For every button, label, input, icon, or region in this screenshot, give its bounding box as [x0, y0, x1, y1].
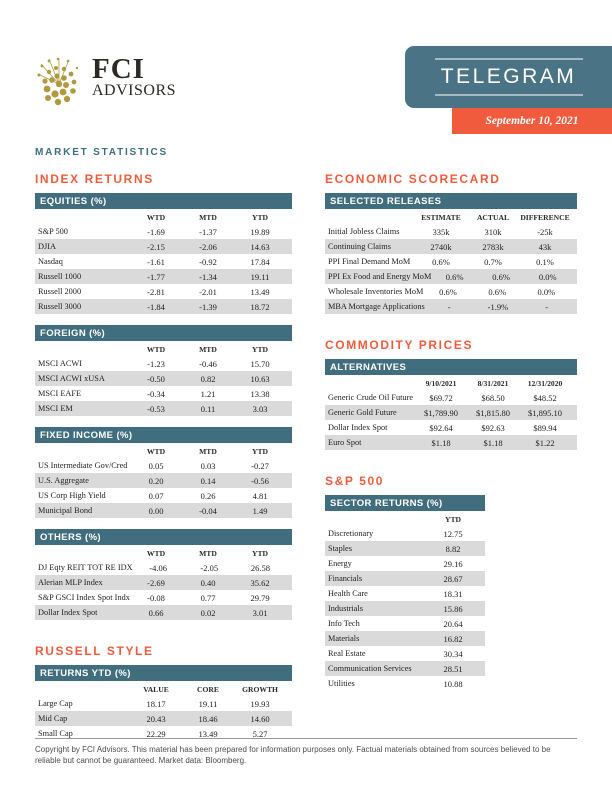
row-label: Euro Spot: [328, 437, 362, 447]
row-label: Health Care: [328, 588, 368, 598]
table-row: [35, 473, 292, 488]
table-row: [35, 488, 292, 503]
cell-value: 0.14: [200, 475, 216, 486]
cell-value: $1.18: [483, 437, 503, 448]
table-body: [35, 560, 292, 620]
table-row: [35, 224, 292, 239]
row-label: PPI Ex Food and Energy MoM: [328, 271, 432, 281]
cell-value: 16.82: [443, 633, 463, 644]
section-title-index-returns: INDEX RETURNS: [35, 172, 154, 186]
row-label: Wholesale Inventories MoM: [328, 286, 424, 296]
cell-value: 0.20: [148, 475, 164, 486]
column-header: ESTIMATE: [421, 213, 461, 222]
row-label: PPI Final Demand MoM: [328, 256, 411, 266]
row-label: Initial Jobless Claims: [328, 226, 400, 236]
cell-value: 0.0%: [538, 271, 557, 282]
column-header: GROWTH: [242, 685, 278, 694]
column-header-spacer: [38, 447, 130, 456]
table-row: [35, 458, 292, 473]
column-headers: [35, 681, 292, 696]
cell-value: -1.61: [147, 256, 165, 267]
table-header-bar: [35, 325, 292, 341]
cell-value: 30.34: [443, 648, 463, 659]
cell-value: 0.26: [200, 490, 216, 501]
column-header: MTD: [199, 549, 217, 558]
cell-value: $68.50: [481, 392, 505, 403]
cell-value: 15.70: [250, 358, 270, 369]
row-label: Generic Gold Future: [328, 407, 397, 417]
column-headers: [35, 443, 292, 458]
row-label: DJIA: [38, 241, 56, 251]
page-title: MARKET STATISTICS: [35, 147, 169, 158]
cell-value: -0.46: [199, 358, 217, 369]
cell-value: -0.34: [147, 388, 165, 399]
cell-value: -2.69: [147, 577, 165, 588]
cell-value: 310k: [484, 226, 502, 237]
cell-value: $89.94: [533, 422, 557, 433]
cell-value: -2.15: [147, 241, 165, 252]
cell-value: 13.49: [198, 728, 218, 739]
cell-value: 29.79: [250, 592, 270, 603]
cell-value: $1,895.10: [528, 407, 562, 418]
column-header-spacer: [38, 549, 130, 558]
table-header-bar: [35, 427, 292, 443]
cell-value: 12.75: [443, 528, 463, 539]
table-row: [325, 616, 485, 631]
row-label: Materials: [328, 633, 360, 643]
cell-value: 20.43: [146, 713, 166, 724]
cell-value: 0.77: [200, 592, 216, 603]
left-column: [35, 172, 292, 752]
cell-value: -: [545, 301, 549, 312]
table-row: [325, 631, 485, 646]
row-label: Russell 1000: [38, 271, 82, 281]
column-header: YTD: [251, 447, 269, 456]
column-headers: [35, 341, 292, 356]
row-label: Nasdaq: [38, 256, 63, 266]
column-headers: [35, 545, 292, 560]
table-row: [325, 390, 577, 405]
cell-value: -1.84: [147, 301, 165, 312]
cell-value: 0.40: [200, 577, 216, 588]
table-header-label: FOREIGN (%): [40, 328, 106, 339]
table-header-bar: [325, 359, 577, 375]
cell-value: 2740k: [430, 241, 452, 252]
cell-value: -2.81: [147, 286, 165, 297]
table-row: [35, 386, 292, 401]
cell-value: 19.11: [250, 271, 270, 282]
cell-value: 4.81: [252, 490, 268, 501]
table-row: [35, 575, 292, 590]
table-row: [35, 605, 292, 620]
table-row: [325, 586, 485, 601]
row-label: Utilities: [328, 678, 355, 688]
row-label: Communication Services: [328, 663, 412, 673]
cell-value: -0.53: [147, 403, 165, 414]
cell-value: 10.88: [443, 678, 463, 689]
alternatives-table: [325, 359, 577, 450]
cell-value: 28.51: [443, 663, 463, 674]
table-row: [325, 254, 577, 269]
cell-value: -1.9%: [487, 301, 509, 312]
table-header-bar: [35, 193, 292, 209]
section-title-russell-style: RUSSELL STYLE: [35, 644, 154, 658]
cell-value: 19.93: [250, 698, 270, 709]
report-date: September 10, 2021: [485, 114, 579, 127]
cell-value: -1.69: [147, 226, 165, 237]
russell-returns-table: [35, 665, 292, 741]
cell-value: -2.01: [199, 286, 217, 297]
column-header-spacer: [328, 515, 427, 524]
brand-name-bottom: ADVISORS: [92, 82, 177, 99]
cell-value: -2.05: [200, 562, 219, 573]
cell-value: 1.49: [252, 505, 268, 516]
cell-value: 335k: [432, 226, 450, 237]
cell-value: 19.89: [250, 226, 270, 237]
cell-value: 20.64: [443, 618, 463, 629]
cell-value: 5.27: [252, 728, 268, 739]
table-row: [325, 284, 577, 299]
table-row: [325, 224, 577, 239]
table-row: [35, 590, 292, 605]
table-row: [325, 420, 577, 435]
cell-value: -4.06: [149, 562, 167, 573]
telegram-badge: [405, 46, 612, 108]
section-title-sp500: S&P 500: [325, 474, 385, 488]
row-label: Dollar Index Spot: [38, 607, 98, 617]
row-label: Industrials: [328, 603, 364, 613]
table-row: [325, 646, 485, 661]
row-label: Continuing Claims: [328, 241, 391, 251]
cell-value: 0.6%: [432, 256, 450, 267]
row-label: Financials: [328, 573, 363, 583]
row-label: Large Cap: [38, 698, 73, 708]
table-row: [35, 254, 292, 269]
cell-value: 3.03: [252, 403, 268, 414]
cell-value: 0.00: [148, 505, 164, 516]
cell-value: $69.72: [429, 392, 453, 403]
column-header-spacer: [38, 685, 130, 694]
table-header-label: OTHERS (%): [40, 532, 101, 543]
cell-value: -0.50: [147, 373, 165, 384]
brand-name-top: FCI: [92, 53, 145, 85]
row-label: Generic Crude Oil Future: [328, 392, 414, 402]
cell-value: -1.77: [147, 271, 165, 282]
cell-value: 1.21: [200, 388, 216, 399]
table-row: [35, 560, 292, 575]
table-header-label: SECTOR RETURNS (%): [330, 498, 443, 509]
column-header: DIFFERENCE: [520, 213, 570, 222]
cell-value: 35.62: [250, 577, 270, 588]
column-header: WTD: [146, 447, 166, 456]
date-ribbon: [452, 107, 612, 134]
cell-value: 18.72: [250, 301, 270, 312]
row-label: Info Tech: [328, 618, 360, 628]
table-header-label: ALTERNATIVES: [330, 362, 407, 373]
cell-value: 29.16: [443, 558, 463, 569]
column-header: CORE: [197, 685, 219, 694]
row-label: Municipal Bond: [38, 505, 93, 515]
column-header: VALUE: [143, 685, 169, 694]
table-header-label: EQUITIES (%): [40, 196, 107, 207]
cell-value: 0.11: [200, 403, 216, 414]
cell-value: 10.63: [250, 373, 270, 384]
row-label: Russell 3000: [38, 301, 82, 311]
table-row: [325, 405, 577, 420]
cell-value: -0.56: [251, 475, 269, 486]
table-header-label: SELECTED RELEASES: [330, 196, 442, 207]
cell-value: $1.18: [431, 437, 451, 448]
cell-value: 13.49: [250, 286, 270, 297]
cell-value: 0.6%: [492, 271, 511, 282]
column-header: 12/31/2020: [527, 379, 563, 388]
cell-value: 0.0%: [537, 286, 556, 297]
table-body: [35, 356, 292, 416]
table-header-bar: [325, 495, 485, 511]
column-header: YTD: [444, 515, 462, 524]
table-row: [325, 239, 577, 254]
section-title-economic-scorecard: ECONOMIC SCORECARD: [325, 172, 501, 186]
table-row: [325, 526, 485, 541]
cell-value: 0.66: [148, 607, 164, 618]
cell-value: -1.37: [199, 226, 217, 237]
row-label: Russell 2000: [38, 286, 82, 296]
cell-value: 43k: [538, 241, 552, 252]
table-row: [325, 571, 485, 586]
others-table: [35, 529, 292, 620]
right-column: [325, 172, 577, 702]
brand-name: [92, 53, 177, 100]
table-row: [325, 435, 577, 450]
cell-value: -2.06: [199, 241, 217, 252]
row-label: MBA Mortgage Applications: [328, 301, 425, 311]
row-label: Energy: [328, 558, 352, 568]
table-header-bar: [325, 193, 577, 209]
row-label: Mid Cap: [38, 713, 68, 723]
cell-value: 18.31: [443, 588, 463, 599]
table-body: [325, 224, 577, 314]
column-header-spacer: [38, 213, 130, 222]
cell-value: 17.84: [250, 256, 270, 267]
table-row: [325, 676, 485, 691]
column-headers: [35, 209, 292, 224]
cell-value: $1.22: [535, 437, 555, 448]
cell-value: 18.46: [198, 713, 218, 724]
column-header: ACTUAL: [476, 213, 510, 222]
table-row: [35, 503, 292, 518]
cell-value: 0.7%: [484, 256, 502, 267]
cell-value: 2783k: [482, 241, 504, 252]
row-label: US Corp High Yield: [38, 490, 106, 500]
cell-value: 14.60: [250, 713, 270, 724]
equities-table: [35, 193, 292, 314]
row-label: S&P GSCI Index Spot Indx: [38, 592, 130, 602]
row-label: Small Cap: [38, 728, 73, 738]
table-row: [35, 299, 292, 314]
cell-value: $92.64: [429, 422, 453, 433]
selected-releases-table: [325, 193, 577, 314]
cell-value: 0.6%: [488, 286, 507, 297]
table-row: [35, 356, 292, 371]
table-body: [35, 458, 292, 518]
table-row: [325, 601, 485, 616]
column-header: MTD: [199, 345, 217, 354]
cell-value: 15.86: [443, 603, 463, 614]
cell-value: 26.58: [250, 562, 270, 573]
cell-value: 13.38: [250, 388, 270, 399]
column-header: MTD: [199, 447, 217, 456]
cell-value: 0.6%: [445, 271, 464, 282]
badge-rule-bottom: [435, 94, 583, 96]
row-label: MSCI EM: [38, 403, 73, 413]
table-row: [35, 284, 292, 299]
row-label: MSCI EAFE: [38, 388, 82, 398]
cell-value: 0.1%: [536, 256, 554, 267]
column-header: YTD: [251, 345, 269, 354]
cell-value: 8.82: [445, 543, 461, 554]
row-label: US Intermediate Gov/Cred: [38, 460, 128, 470]
cell-value: 0.03: [200, 460, 216, 471]
table-row: [35, 269, 292, 284]
cell-value: -1.34: [199, 271, 217, 282]
cell-value: 28.67: [443, 573, 463, 584]
cell-value: -25k: [537, 226, 553, 237]
table-body: [35, 696, 292, 741]
cell-value: -0.04: [199, 505, 217, 516]
table-row: [325, 541, 485, 556]
row-label: Staples: [328, 543, 352, 553]
column-header-spacer: [38, 345, 130, 354]
row-label: MSCI ACWI xUSA: [38, 373, 105, 383]
table-header-label: RETURNS YTD (%): [40, 668, 131, 679]
footer-disclaimer: Copyright by FCI Advisors. This material has been prepared for information purposes only. Factual materials obtained from sources believed to be reliable but cannot be guaranteed. Market data: Bloomberg.: [35, 738, 577, 766]
table-header-bar: [35, 529, 292, 545]
table-body: [35, 224, 292, 314]
row-label: Alerian MLP Index: [38, 577, 103, 587]
row-label: Dollar Index Spot: [328, 422, 388, 432]
table-header-bar: [35, 665, 292, 681]
column-header: 8/31/2021: [477, 379, 509, 388]
table-row: [325, 556, 485, 571]
column-headers: [325, 511, 485, 526]
cell-value: 18.17: [146, 698, 166, 709]
sector-returns-table: [325, 495, 485, 691]
table-header-label: FIXED INCOME (%): [40, 430, 133, 441]
table-row: [35, 401, 292, 416]
table-row: [35, 239, 292, 254]
table-row: [35, 371, 292, 386]
cell-value: $1,789.90: [424, 407, 458, 418]
table-body: [325, 526, 485, 691]
cell-value: -: [447, 301, 451, 312]
cell-value: 0.05: [148, 460, 164, 471]
table-row: [325, 661, 485, 676]
column-header: WTD: [146, 213, 166, 222]
row-label: MSCI ACWI: [38, 358, 83, 368]
row-label: Real Estate: [328, 648, 366, 658]
fixed-income-table: [35, 427, 292, 518]
column-header-spacer: [328, 379, 415, 388]
table-row: [325, 269, 577, 284]
cell-value: $48.52: [533, 392, 557, 403]
row-label: U.S. Aggregate: [38, 475, 89, 485]
cell-value: 19.11: [198, 698, 218, 709]
table-row: [35, 711, 292, 726]
column-header: YTD: [251, 549, 269, 558]
badge-rule-top: [435, 58, 583, 60]
cell-value: 0.82: [200, 373, 216, 384]
column-header: YTD: [251, 213, 269, 222]
cell-value: 0.07: [148, 490, 164, 501]
row-label: S&P 500: [38, 226, 68, 236]
cell-value: $92.63: [481, 422, 505, 433]
cell-value: -0.08: [147, 592, 165, 603]
cell-value: 22.29: [146, 728, 166, 739]
cell-value: 3.01: [252, 607, 268, 618]
cell-value: 0.02: [200, 607, 216, 618]
column-header: WTD: [146, 345, 166, 354]
table-body: [325, 390, 577, 450]
badge-title: TELEGRAM: [440, 65, 577, 88]
column-headers: [325, 209, 577, 224]
table-row: [325, 299, 577, 314]
row-label: DJ Eqty REIT TOT RE IDX: [38, 562, 133, 572]
section-title-commodity-prices: COMMODITY PRICES: [325, 338, 474, 352]
fci-logo-mark: [33, 54, 85, 110]
row-label: Discretionary: [328, 528, 374, 538]
cell-value: 0.6%: [439, 286, 457, 297]
column-header-spacer: [328, 213, 415, 222]
cell-value: -0.92: [199, 256, 217, 267]
column-header: WTD: [146, 549, 166, 558]
cell-value: -1.39: [199, 301, 217, 312]
header-logo: [33, 54, 176, 110]
column-headers: [325, 375, 577, 390]
table-row: [35, 696, 292, 711]
column-header: MTD: [199, 213, 217, 222]
cell-value: 14.63: [250, 241, 270, 252]
cell-value: -0.27: [251, 460, 269, 471]
cell-value: $1,815.80: [476, 407, 510, 418]
column-header: 9/10/2021: [425, 379, 457, 388]
foreign-table: [35, 325, 292, 416]
cell-value: -1.23: [147, 358, 165, 369]
